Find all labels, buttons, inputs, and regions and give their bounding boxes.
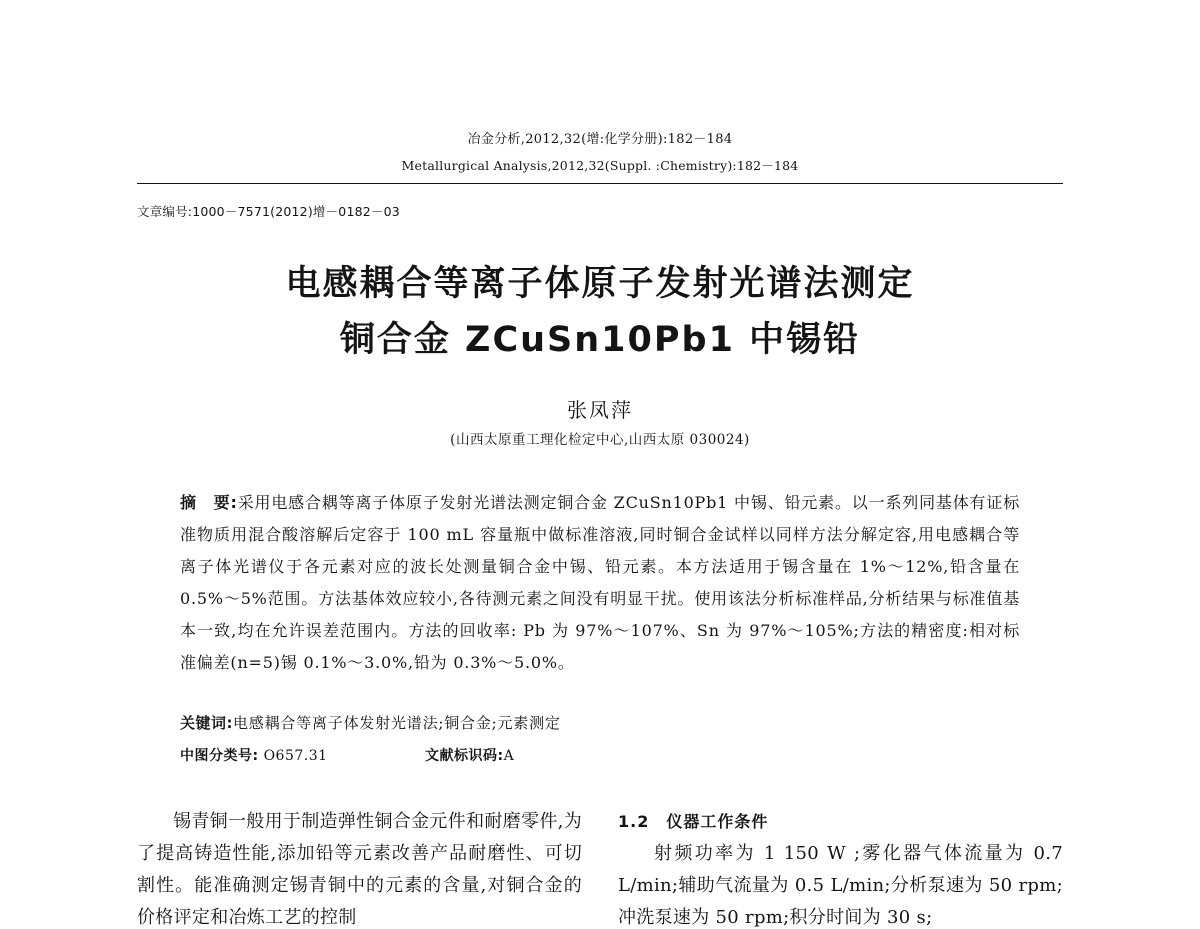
keywords-text: 电感耦合等离子体发射光谱法;铜合金;元素测定 (233, 714, 561, 732)
paper-title-line-1: 电感耦合等离子体原子发射光谱法测定 (285, 264, 915, 304)
body-left-column (137, 806, 582, 929)
keywords-label: 关键词: (180, 714, 233, 732)
article-number: 文章编号:1000－7571(2012)增－0182－03 (137, 204, 400, 219)
doc-code-label: 文献标识码: (425, 748, 504, 764)
paper-title-line-2: 铜合金 ZCuSn10Pb1 中锡铅 (339, 320, 861, 360)
author-affiliation: (山西太原重工理化检定中心,山西太原 030024) (450, 432, 750, 448)
intro-paragraph: 锡青铜一般用于制造弹性铜合金元件和耐磨零件,为了提高铸造性能,添加铅等元素改善产品耐磨性、可切割性。能准确测定锡青铜中的元素的含量,对铜合金的价格评定和冶炼工艺的控制 (137, 811, 582, 928)
clc-number (180, 745, 328, 765)
section-heading: 1.2 仪器工作条件 (618, 812, 769, 831)
body-right-column (618, 806, 1063, 929)
author-name: 张凤萍 (567, 398, 633, 422)
clc-value: O657.31 (263, 748, 328, 764)
abstract-label: 摘 要: (180, 493, 238, 512)
doc-code-value: A (503, 748, 515, 764)
document-code (425, 745, 514, 765)
keywords (180, 712, 561, 733)
header-divider (137, 183, 1063, 184)
instrument-conditions-paragraph: 射频功率为 1 150 W ;雾化器气体流量为 0.7 L/min;辅助气流量为 0.5 L/min;分析泵速为 50 rpm;冲洗泵速为 50 rpm;积分时间为 30 s; (618, 843, 1063, 928)
journal-citation-en: Metallurgical Analysis,2012,32(Suppl. :Chemistry):182－184 (401, 158, 799, 173)
journal-citation-cn: 冶金分析,2012,32(增:化学分册):182－184 (467, 132, 733, 147)
abstract-text: 采用电感合耦等离子体原子发射光谱法测定铜合金 ZCuSn10Pb1 中锡、铅元素。以一系列同基体有证标准物质用混合酸溶解后定容于 100 mL 容量瓶中做标准溶液,同时铜合金试样以同样方法分解定容,用电感耦合等离子体光谱仪于各元素对应的波长处测量铜合金中锡、铅元素。本方法适用于锡含量在 1%～12%,铅含量在 0.5%～5%范围。方法基体效应较小,各待测元素之间没有明显干扰。使用该法分析标准样品,分析结果与标准值基本一致,均在允许误差范围内。方法的回收率: Pb 为 97%～107%、Sn 为 97%～105%;方法的精密度:相对标准偏差(n=5)锡 0.1%～3.0%,铅为 0.3%～5.0%。 (180, 493, 1020, 672)
abstract (180, 487, 1020, 679)
clc-label: 中图分类号: (180, 748, 259, 764)
